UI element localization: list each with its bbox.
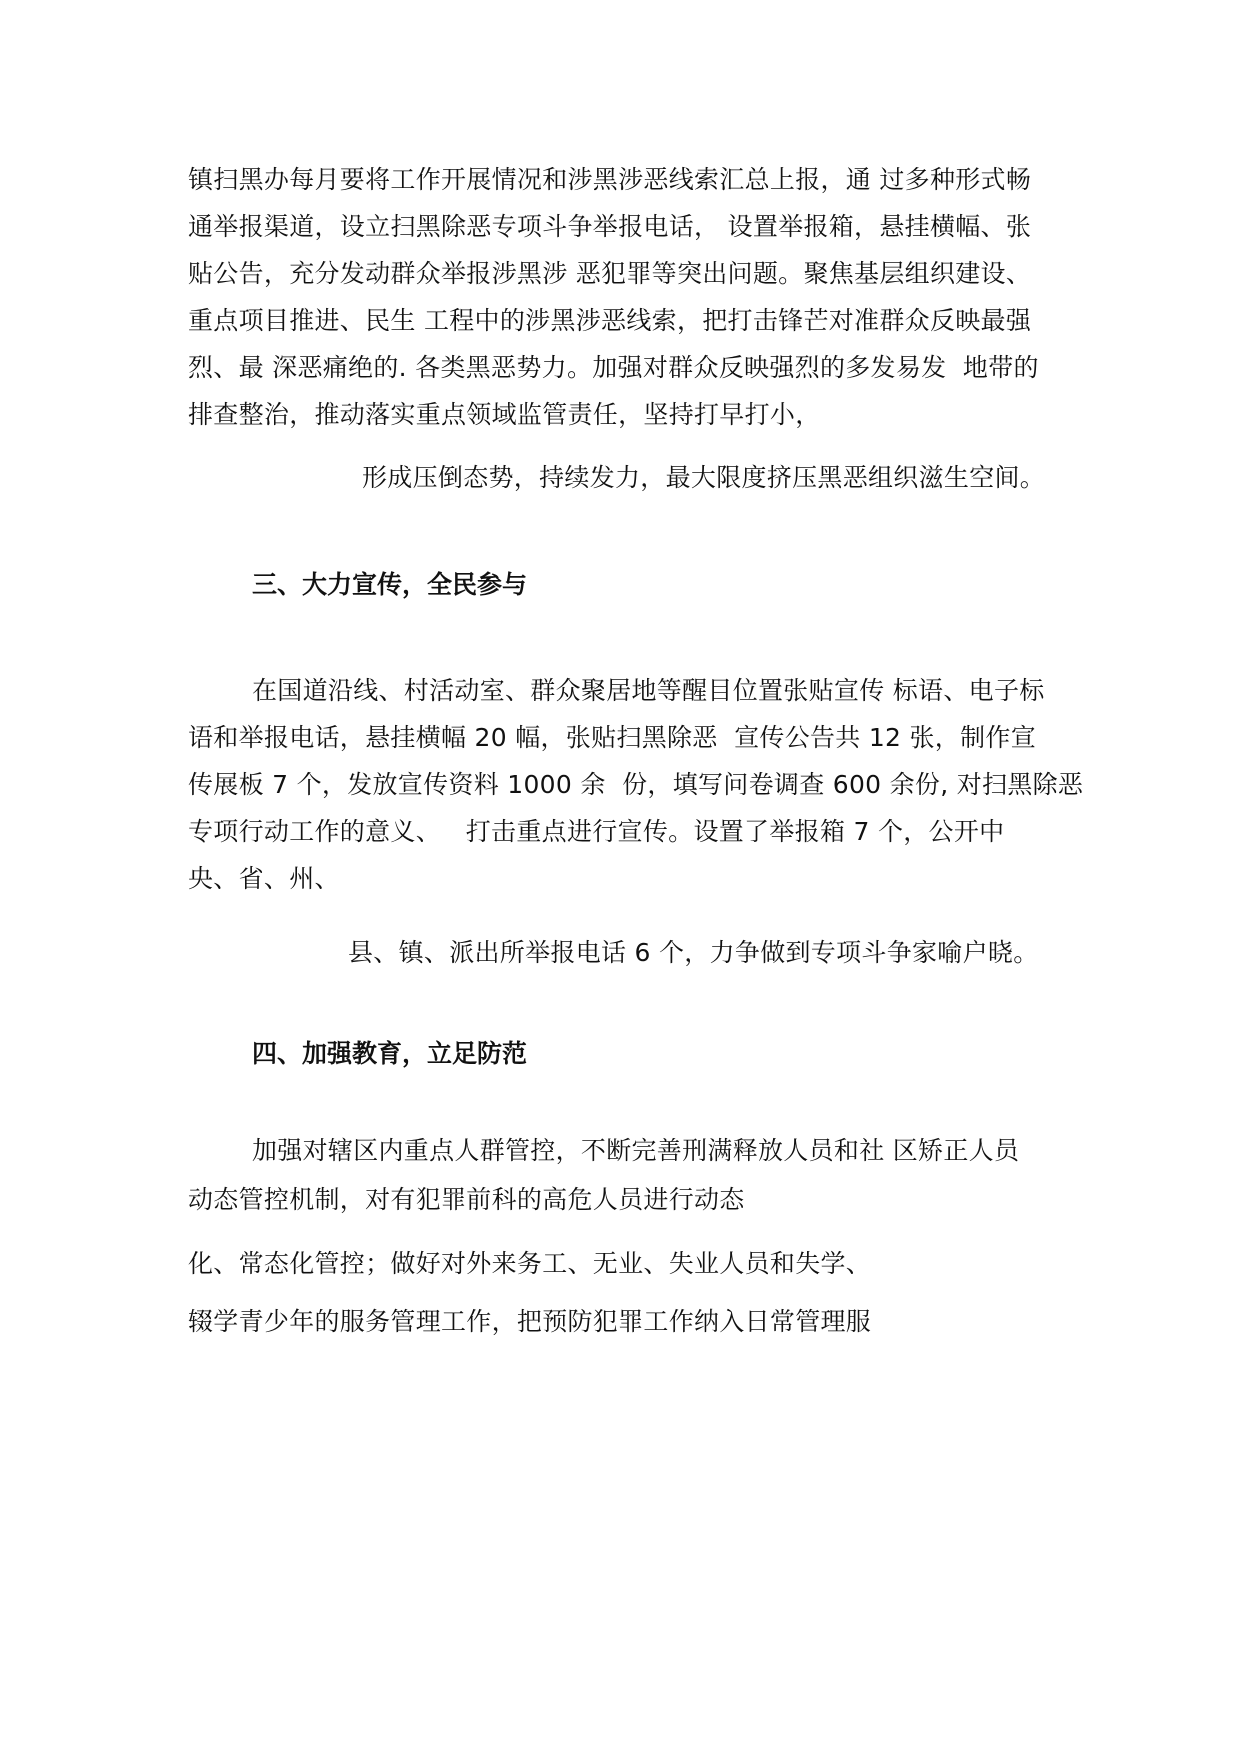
paragraph1-line-5: 烈、最 深恶痛绝的. 各类黑恶势力。加强对群众反映强烈的多发易发 地带的 [188,353,1039,382]
section3-tail: 县、镇、派出所举报电话 6 个，力争做到专项斗争家喻户晓。 [348,938,1039,967]
paragraph1-line-2: 通举报渠道，设立扫黑除恶专项斗争举报电话， 设置举报箱，悬挂横幅、张 [188,212,1032,241]
paragraph1-line-6: 排查整治，推动落实重点领域监管责任，坚持打早打小， [188,400,821,429]
section4-line-3: 化、常态化管控；做好对外来务工、无业、失业人员和失学、 [188,1249,872,1278]
paragraph1-line-1: 镇扫黑办每月要将工作开展情况和涉黑涉恶线索汇总上报，通 过多种形式畅 [188,165,1032,194]
paragraph1-tail: 形成压倒态势，持续发力，最大限度挤压黑恶组织滋生空间。 [362,463,1046,492]
section4-line-2: 动态管控机制，对有犯罪前科的高危人员进行动态 [188,1185,745,1214]
section3-line-2: 语和举报电话，悬挂横幅 20 幅，张贴扫黑除恶 宣传公告共 12 张，制作宣 [188,723,1037,752]
section4-line-1: 加强对辖区内重点人群管控，不断完善刑满释放人员和社 区矫正人员 [252,1136,1020,1165]
section3-heading: 三、大力宣传，全民参与 [252,570,528,599]
paragraph1-line-3: 贴公告，充分发动群众举报涉黑涉 恶犯罪等突出问题。聚焦基层组织建设、 [188,259,1032,288]
section3-line-5: 央、省、州、 [188,864,340,893]
section3-line-3: 传展板 7 个，发放宣传资料 1000 余 份，填写问卷调查 600 余份, 对扫黑除恶 [188,770,1084,799]
section3-line-1: 在国道沿线、村活动室、群众聚居地等醒目位置张贴宣传 标语、电子标 [252,676,1045,705]
section4-line-4: 辍学青少年的服务管理工作，把预防犯罪工作纳入日常管理服 [188,1307,872,1336]
section3-line-4: 专项行动工作的意义、 打击重点进行宣传。设置了举报箱 7 个，公开中 [188,817,1005,846]
section4-heading: 四、加强教育，立足防范 [252,1039,528,1068]
paragraph1-line-4: 重点项目推进、民生 工程中的涉黑涉恶线索，把打击锋芒对准群众反映最强 [188,306,1032,335]
